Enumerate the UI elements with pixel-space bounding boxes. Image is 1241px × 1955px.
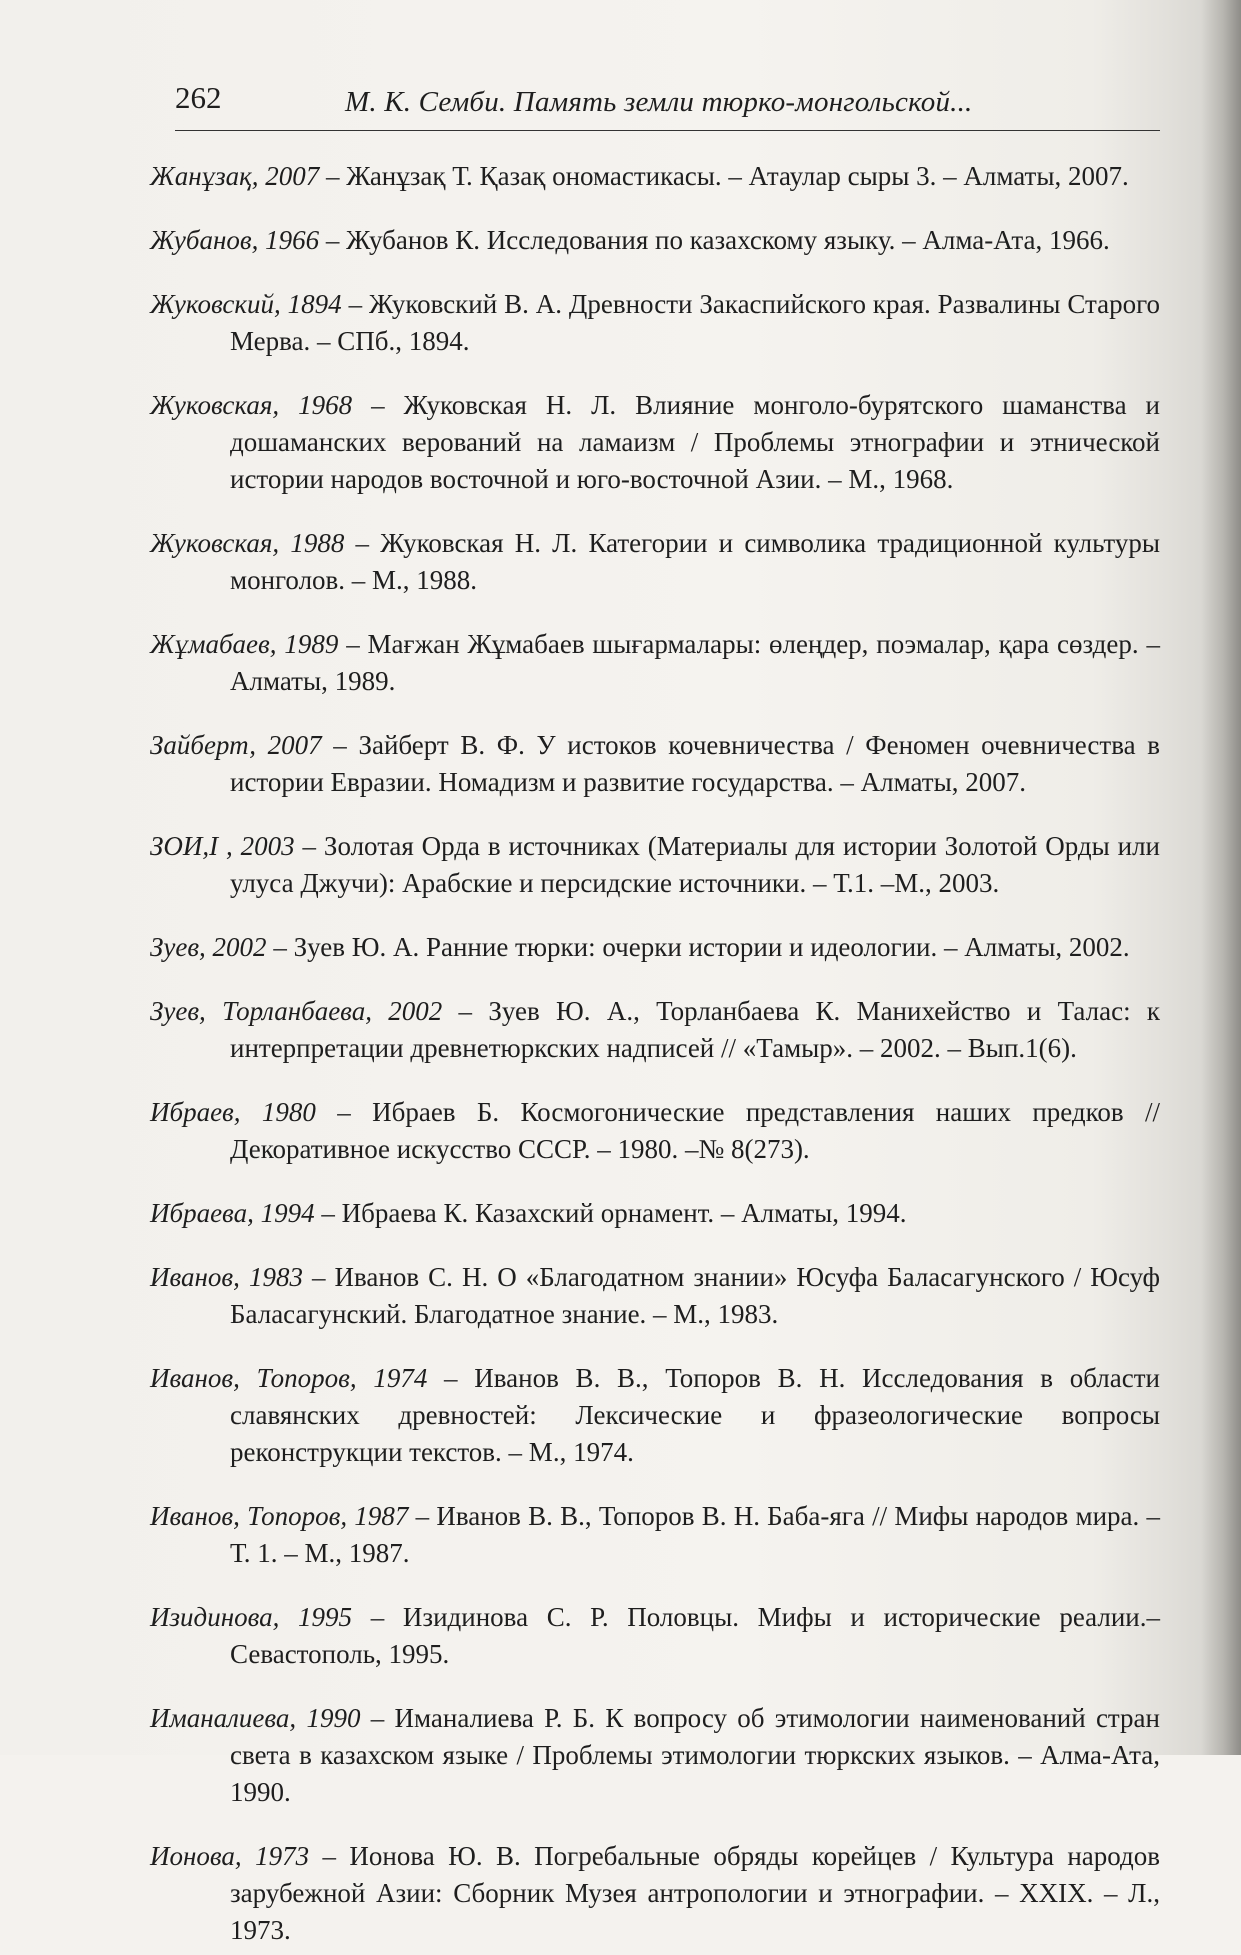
entry-text: – Зуев Ю. А., Торланбаева К. Манихейство и Талас: к интерпретации древнетюркских надписей // «Тамыр». – 2002. – Вып.1(6). xyxy=(230,996,1160,1063)
entry-text: – Жуковская Н. Л. Категории и символика традиционной культуры монголов. – М., 1988. xyxy=(230,528,1160,595)
entry-author: Жуковский, 1894 xyxy=(150,289,342,319)
entry-author: Жубанов, 1966 xyxy=(150,225,320,255)
entry-text: – Иванов В. В., Топоров В. Н. Исследования в области славянских древностей: Лексические и фразеологические вопросы реконструкции текстов. – М., 1974. xyxy=(230,1363,1160,1467)
bibliography-entry xyxy=(150,286,1160,360)
entry-text: – Иманалиева Р. Б. К вопросу об этимологии наименований стран света в казахском языке / Проблемы этимологии тюркских языков. – Алма-Ата, 1990. xyxy=(230,1703,1160,1807)
bibliography-entry xyxy=(150,1259,1160,1333)
entry-author: Ибраева, 1994 xyxy=(150,1198,315,1228)
entry-author: Иванов, 1983 xyxy=(150,1262,303,1292)
bibliography-entry xyxy=(150,993,1160,1067)
entry-author: ЗОИ,I , 2003 xyxy=(150,831,295,861)
entry-text: – Ибраева К. Казахский орнамент. – Алматы, 1994. xyxy=(314,1198,907,1228)
entry-text: – Золотая Орда в источниках (Материалы для истории Золотой Орды или улуса Джучи): Арабские и персидские источники. – Т.1. –М., 2003. xyxy=(230,831,1160,898)
entry-author: Зайберт, 2007 xyxy=(150,730,322,760)
page-header xyxy=(175,70,1160,131)
bibliography-entry xyxy=(150,222,1160,259)
entry-text: – Мағжан Жұмабаев шығармалары: өлеңдер, поэмалар, қара сөздер. – Алматы, 1989. xyxy=(230,629,1160,696)
entry-author: Ибраев, 1980 xyxy=(150,1097,316,1127)
entry-author: Жұмабаев, 1989 xyxy=(150,629,339,659)
bibliography-entry xyxy=(150,1360,1160,1471)
bibliography-entry xyxy=(150,1599,1160,1673)
entry-author: Жуковская, 1968 xyxy=(150,390,353,420)
entry-author: Иманалиева, 1990 xyxy=(150,1703,361,1733)
entry-author: Иванов, Топоров, 1987 xyxy=(150,1501,409,1531)
entry-author: Жуковская, 1988 xyxy=(150,528,345,558)
entry-text: – Иванов В. В., Топоров В. Н. Баба-яга // Мифы народов мира. – Т. 1. – М., 1987. xyxy=(230,1501,1160,1568)
bibliography-entry xyxy=(150,929,1160,966)
entry-author: Зуев, 2002 xyxy=(150,932,267,962)
bibliography-entry xyxy=(150,387,1160,498)
entry-text: – Ибраев Б. Космогонические представления наших предков // Декоративное искусство СССР. – 1980. –№ 8(273). xyxy=(230,1097,1160,1164)
bibliography-entry xyxy=(150,1094,1160,1168)
page-edge-shadow xyxy=(1201,0,1241,1755)
bibliography-entry xyxy=(150,1700,1160,1811)
bibliography-entry xyxy=(150,1195,1160,1232)
page-content xyxy=(150,70,1160,1955)
entry-text: – Жуковская Н. Л. Влияние монголо-бурятского шаманства и дошаманских верований на ламаизм / Проблемы этнографии и этнической истории народов восточной и юго-восточной Азии. – М., 1968. xyxy=(230,390,1160,494)
entry-text: – Иванов С. Н. О «Благодатном знании» Юсуфа Баласагунского / Юсуф Баласагунский. Благодатное знание. – М., 1983. xyxy=(230,1262,1161,1329)
entry-text: – Зайберт В. Ф. У истоков кочевничества / Феномен очевничества в истории Евразии. Номадизм и развитие государства. – Алматы, 2007. xyxy=(230,730,1160,797)
entry-author: Ионова, 1973 xyxy=(150,1841,310,1871)
bibliography-entry xyxy=(150,525,1160,599)
entry-text: – Жуковский В. А. Древности Закаспийского края. Развалины Старого Мерва. – СПб., 1894. xyxy=(230,289,1160,356)
entry-text: – Жанұзақ Т. Қазақ ономастикасы. – Атаулар сыры 3. – Алматы, 2007. xyxy=(319,161,1129,191)
entry-author: Жанұзақ, 2007 xyxy=(150,161,320,191)
entry-text: – Ионова Ю. В. Погребальные обряды корейцев / Культура народов зарубежной Азии: Сборник Музея антропологии и этнографии. – XXIX. – Л., 1973. xyxy=(230,1841,1160,1945)
bibliography-entry xyxy=(150,626,1160,700)
page-number: 262 xyxy=(175,80,222,115)
bibliography-entry xyxy=(150,158,1160,195)
entry-text: – Изидинова С. Р. Половцы. Мифы и исторические реалии.– Севастополь, 1995. xyxy=(230,1602,1160,1669)
bibliography-entry xyxy=(150,1498,1160,1572)
bibliography-entry xyxy=(150,1838,1160,1949)
entry-author: Иванов, Топоров, 1974 xyxy=(150,1363,428,1393)
entry-author: Зуев, Торланбаева, 2002 xyxy=(150,996,443,1026)
running-title: М. К. Семби. Память земли тюрко-монгольской... xyxy=(345,86,973,118)
entry-text: – Зуев Ю. А. Ранние тюрки: очерки истории и идеологии. – Алматы, 2002. xyxy=(266,932,1130,962)
bibliography-list xyxy=(150,158,1160,1949)
entry-text: – Жубанов К. Исследования по казахскому языку. – Алма-Ата, 1966. xyxy=(319,225,1110,255)
entry-author: Изидинова, 1995 xyxy=(150,1602,353,1632)
bibliography-entry xyxy=(150,828,1160,902)
bibliography-entry xyxy=(150,727,1160,801)
